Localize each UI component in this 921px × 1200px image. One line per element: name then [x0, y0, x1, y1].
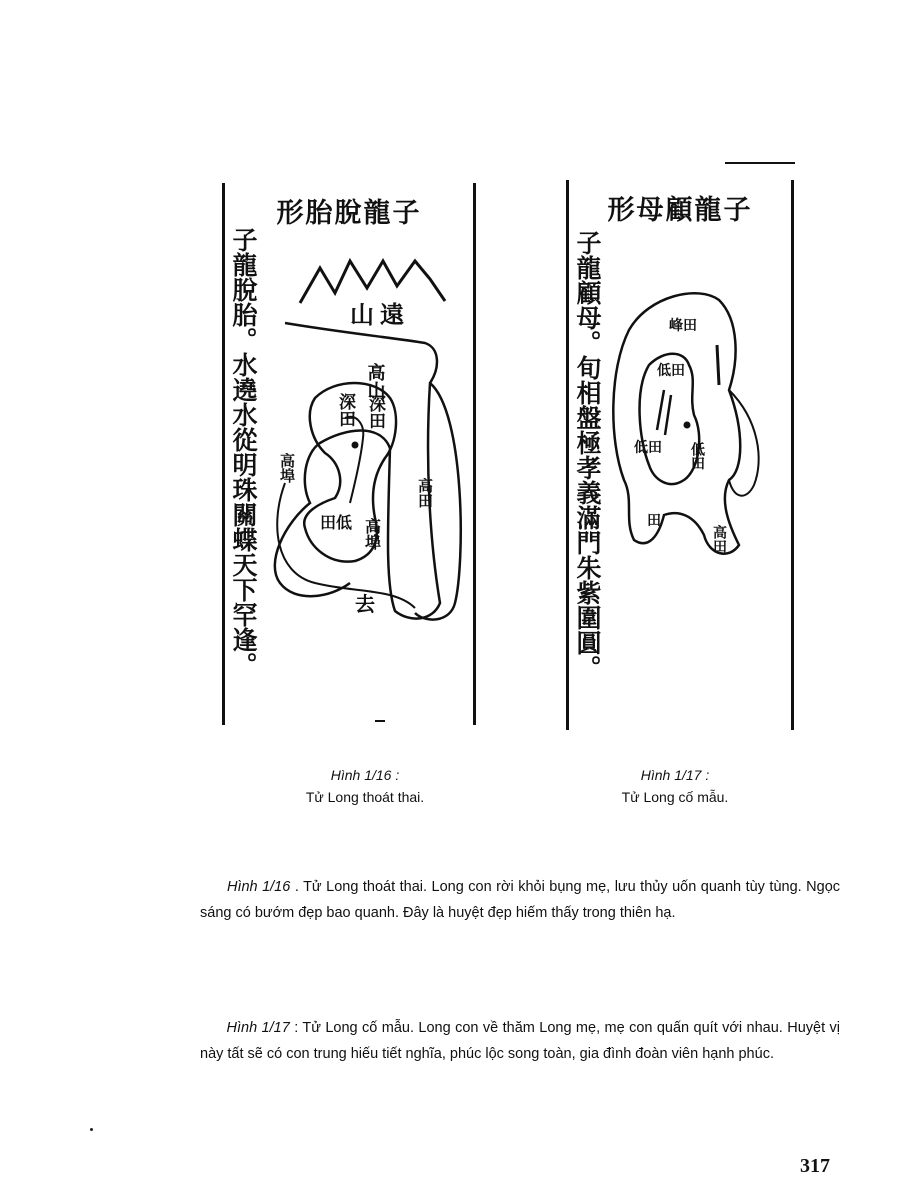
figure-vertical-text: 子龍顧母。旬相盤極孝義滿門朱紫圍圓。 — [573, 230, 602, 680]
label-top: 峰田 — [669, 318, 697, 334]
label-low-field: 田低 — [320, 513, 353, 532]
label-high-mountain: 高山 — [364, 363, 386, 399]
feng-shui-map-1-16 — [225, 183, 473, 725]
paragraph-lead: Hình 1/17 — [226, 1020, 290, 1036]
feng-shui-map-1-17 — [569, 180, 791, 730]
caption-text: Tử Long thoát thai. — [305, 789, 425, 805]
paragraph-1-16 — [200, 874, 840, 926]
label-deep-left: 深田 — [335, 393, 355, 427]
caption-number: Hình 1/16 : — [330, 767, 400, 783]
figure-vertical-text: 子龍脫胎。水遶水從明珠關蝶天下罕逢。 — [229, 227, 258, 677]
right-mark — [717, 345, 719, 385]
label-bottom-left: 田 — [647, 513, 661, 529]
page-number: 317 — [800, 1155, 830, 1177]
mountain-outline — [300, 261, 445, 303]
label-far: 遠 — [380, 300, 404, 329]
paragraph-lead: Hình 1/16 — [226, 879, 291, 895]
top-rule — [725, 162, 795, 164]
caption-number: Hình 1/17 : — [640, 767, 710, 783]
figure-title: 形胎脫龍子 — [276, 198, 422, 229]
paragraph-text: . Tử Long thoát thai. Long con rời khỏi bụng mẹ, lưu thủy uốn quanh tùy tùng. Ngọc sáng có bướm đẹp bao quanh. Đây là huyệt đẹp hiếm thấy trong thiên hạ. — [200, 879, 841, 921]
label-upper: 低田 — [657, 363, 685, 379]
label-high-side: 高埠 — [278, 453, 296, 483]
figure-1-16 — [222, 183, 476, 725]
paragraph-text: : Tử Long cố mẫu. Long con về thăm Long mẹ, mẹ con quấn quít với nhau. Huyệt vị này tất sẽ có con trung hiếu tiết nghĩa, phúc lộc song toàn, gia đình đoàn viên hạnh phúc. — [200, 1020, 840, 1062]
acupoint-dot — [684, 422, 691, 429]
caption-text: Tử Long cố mẫu. — [621, 789, 729, 805]
figure-1-17 — [566, 180, 794, 730]
acupoint-dot — [352, 442, 359, 449]
label-bottom-right: 高田 — [711, 525, 727, 553]
scan-speck — [90, 1128, 93, 1131]
caption-1-17 — [590, 764, 760, 808]
label-right: 低田 — [689, 442, 705, 470]
child-marks — [657, 390, 671, 435]
label-right-field: 高田 — [416, 478, 434, 508]
figure-title: 形母顧龍子 — [607, 195, 753, 226]
caption-1-16 — [270, 764, 460, 808]
label-mountain: 山 — [350, 300, 374, 329]
label-left: 低田 — [634, 440, 662, 456]
paragraph-1-17 — [200, 1015, 840, 1067]
label-go: 去 — [355, 592, 375, 616]
label-deep-right: 深田 — [365, 395, 385, 429]
label-high-bottom: 高埠 — [362, 518, 382, 550]
lower-loop — [277, 483, 415, 608]
